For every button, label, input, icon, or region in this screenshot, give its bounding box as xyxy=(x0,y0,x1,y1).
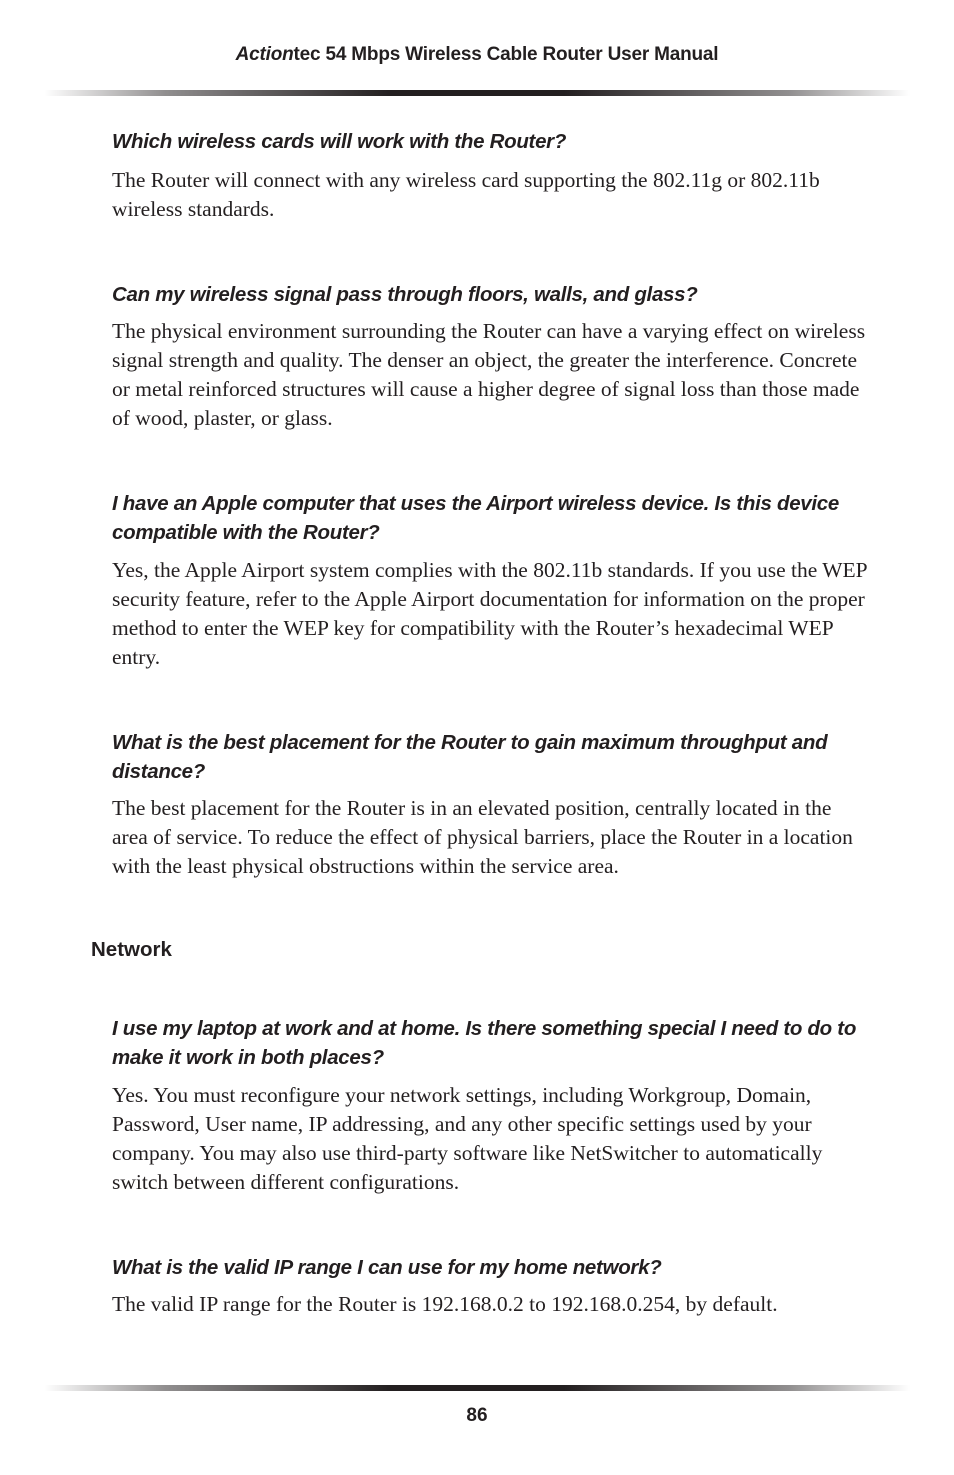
section-heading-network: Network xyxy=(91,938,172,961)
page-header xyxy=(0,44,954,66)
header-brand: Action xyxy=(235,44,294,65)
faq-answer: The physical environment surrounding the Router can have a varying effect on wireless signal strength and quality. The denser an object, the greater the interference. Concrete or metal reinforced structures will cause a higher degree of signal loss than those made of wood, plaster, or glass. xyxy=(112,319,866,430)
faq-question: What is the best placement for the Router to gain maximum throughput and distance? xyxy=(112,731,828,783)
faq-question: Which wireless cards will work with the Router? xyxy=(112,130,567,153)
faq-question: I have an Apple computer that uses the Airport wireless device. Is this device compatible with the Router? xyxy=(112,492,839,544)
header-title: tec 54 Mbps Wireless Cable Router User Manual xyxy=(293,44,719,65)
faq-answer: The valid IP range for the Router is 192.168.0.2 to 192.168.0.254, by default. xyxy=(112,1292,778,1316)
faq-question: I use my laptop at work and at home. Is there something special I need to do to make it work in both places? xyxy=(112,1017,857,1069)
faq-answer: Yes. You must reconfigure your network settings, including Workgroup, Domain, Password, User name, IP addressing, and any other specific settings used by your company. You may also use third-party software like NetSwitcher to automatically switch between different configurations. xyxy=(112,1083,823,1194)
page-number: 86 xyxy=(466,1405,488,1426)
faq-answer: Yes, the Apple Airport system complies with the 802.11b standards. If you use the WEP security feature, refer to the Apple Airport documentation for information on the proper method to enter the WEP key for compatibility with the Router’s hexadecimal WEP entry. xyxy=(112,558,867,669)
footer-rule xyxy=(44,1385,910,1391)
faq-question: What is the valid IP range I can use for my home network? xyxy=(112,1256,662,1279)
faq-question: Can my wireless signal pass through floors, walls, and glass? xyxy=(112,283,698,306)
faq-answer: The best placement for the Router is in an elevated position, centrally located in the area of service. To reduce the effect of physical barriers, place the Router in a location with the least physical obstructions within the service area. xyxy=(112,796,853,878)
faq-answer: The Router will connect with any wireless card supporting the 802.11g or 802.11b wireless standards. xyxy=(112,168,820,221)
header-rule xyxy=(44,90,910,96)
